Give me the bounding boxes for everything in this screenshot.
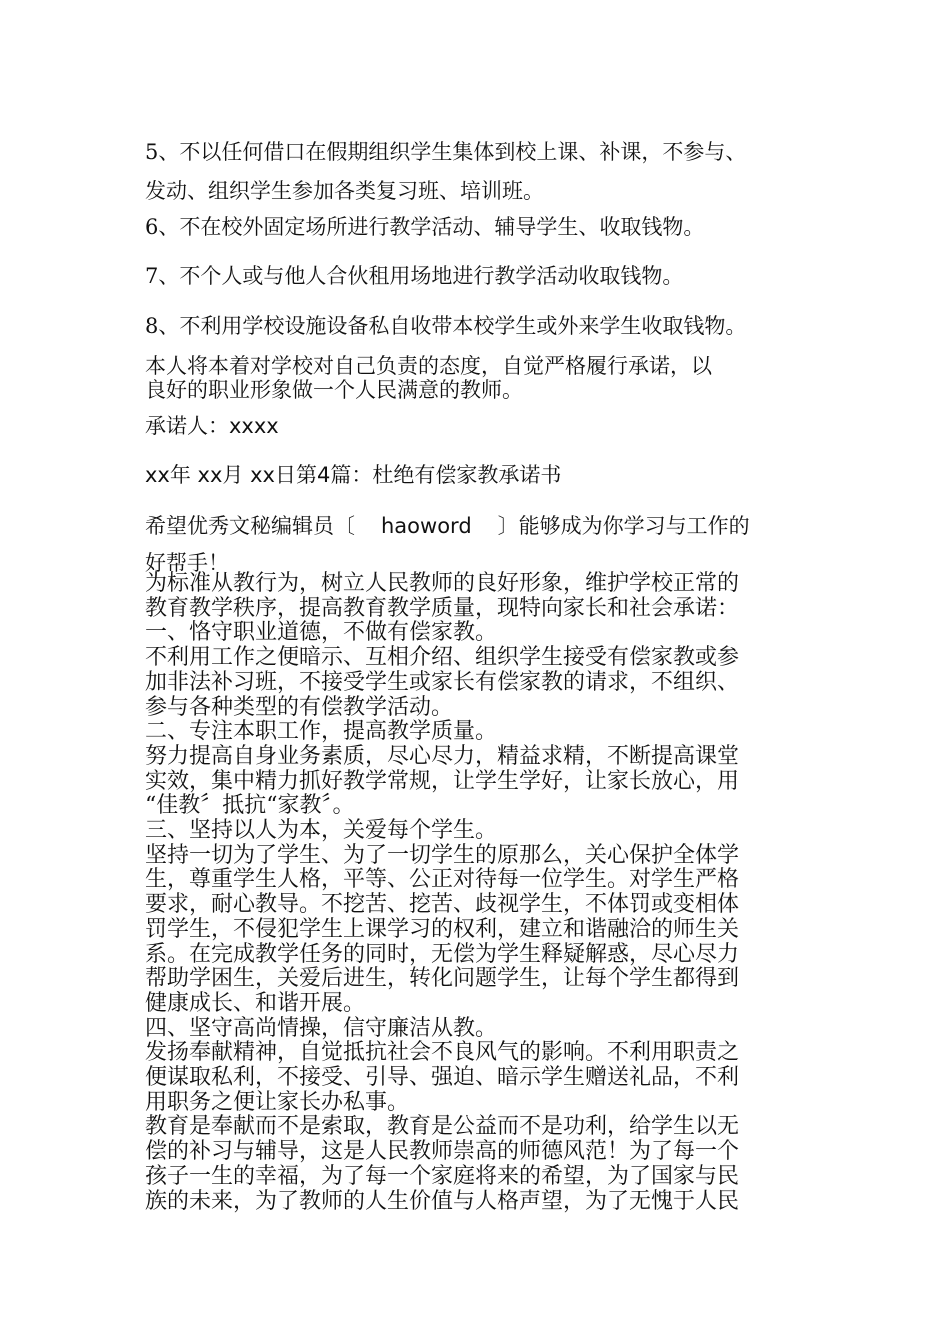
signer-label: 承诺人：	[145, 414, 229, 438]
body-line: 实效，集中精力抓好教学常规，让学生学好，让家长放心，用	[145, 768, 740, 794]
date-heading	[145, 459, 561, 489]
date-month-unit: 月	[222, 463, 244, 487]
date-year: xx	[145, 463, 170, 487]
date-day: xx	[250, 463, 275, 487]
editor-note-post: 〕能够成为你学习与工作的	[497, 514, 750, 538]
item-5-line-2: 发动、组织学生参加各类复习班、培训班。	[145, 179, 544, 203]
item-5-line-1: 5、不以任何借口在假期组织学生集体到校上课、补课，不参与、	[145, 140, 747, 164]
editor-note-line-2: 好帮手！	[145, 551, 229, 575]
editor-name: haoword	[381, 514, 472, 538]
body-line: 二、专注本职工作，提高教学质量。	[145, 719, 498, 745]
body-line: 罚学生，不侵犯学生上课学习的权利，建立和谐融洽的师生关	[145, 916, 740, 942]
body-line: 偿的补习与辅导，这是人民教师崇高的师德风范！为了每一个	[145, 1139, 740, 1165]
body-line: 努力提高自身业务素质，尽心尽力，精益求精，不断提高课堂	[145, 743, 740, 769]
date-heading-pre: 日第	[274, 463, 317, 487]
body-line: 发扬奉献精神，自觉抵抗社会不良风气的影响。不利用职责之	[145, 1040, 740, 1066]
body-line: 为标准从教行为，树立人民教师的良好形象，维护学校正常的	[145, 571, 740, 596]
body-line: 四、坚守高尚情操，信守廉洁从教。	[145, 1015, 498, 1041]
article-number: 4	[316, 463, 331, 487]
body-line: “佳教〞抵抗“家教〞。	[145, 793, 355, 819]
body-line: 系。在完成教学任务的同时，无偿为学生释疑解惑，尽心尽力	[145, 941, 740, 967]
date-month: xx	[197, 463, 223, 487]
body-line: 孩子一生的幸福，为了每一个家庭将来的希望，为了国家与民	[145, 1163, 740, 1189]
editor-note-line-1	[145, 510, 750, 540]
body-line: 教育教学秩序，提高教育教学质量，现特向家长和社会承诺：	[145, 595, 740, 621]
body-line: 三、坚持以人为本，关爱每个学生。	[145, 818, 498, 843]
body-line: 用职务之便让家长办私事。	[145, 1089, 410, 1115]
body-line: 生，尊重学生人格，平等、公正对待每一位学生。对学生严格	[145, 867, 740, 893]
item-8: 8、不利用学校设施设备私自收带本校学生或外来学生收取钱物。	[145, 314, 747, 338]
body-line: 加非法补习班，不接受学生或家长有偿家教的请求，不组织、	[145, 669, 740, 695]
pledge-line-1: 本人将本着对学校对自己负责的态度，自觉严格履行承诺，以	[145, 354, 712, 378]
body-line: 参与各种类型的有偿教学活动。	[145, 694, 454, 720]
editor-note-pre: 希望优秀文秘编辑员〔	[145, 514, 355, 538]
body-line: 一、恪守职业道德，不做有偿家教。	[145, 620, 498, 646]
signer-line	[145, 410, 279, 440]
body-line: 健康成长、和谐开展。	[145, 990, 366, 1016]
body-line: 便谋取私利，不接受、引导、强迫、暗示学生赠送礼品，不利	[145, 1065, 740, 1090]
item-6: 6、不在校外固定场所进行教学活动、辅导学生、收取钱物。	[145, 215, 705, 239]
body-line: 族的未来，为了教师的人生价值与人格声望，为了无愧于人民	[145, 1188, 740, 1214]
item-7: 7、不个人或与他人合伙租用场地进行教学活动收取钱物。	[145, 264, 684, 288]
body-line: 坚持一切为了学生、为了一切学生的原那么，关心保护全体学	[145, 842, 740, 868]
date-year-unit: 年	[169, 463, 191, 487]
body-line: 教育是奉献而不是索取，教育是公益而不是功利，给学生以无	[145, 1114, 740, 1140]
signer-name: xxxx	[229, 414, 279, 438]
body-line: 帮助学困生，关爱后进生，转化问题学生，让每个学生都得到	[145, 966, 740, 992]
article-title: 篇：杜绝有偿家教承诺书	[330, 463, 562, 487]
pledge-line-2: 良好的职业形象做一个人民满意的教师。	[145, 378, 523, 402]
body-line: 不利用工作之便暗示、互相介绍、组织学生接受有偿家教或参	[145, 645, 740, 671]
body-line: 要求，耐心教导。不挖苦、挖苦、歧视学生，不体罚或变相体	[145, 892, 740, 918]
